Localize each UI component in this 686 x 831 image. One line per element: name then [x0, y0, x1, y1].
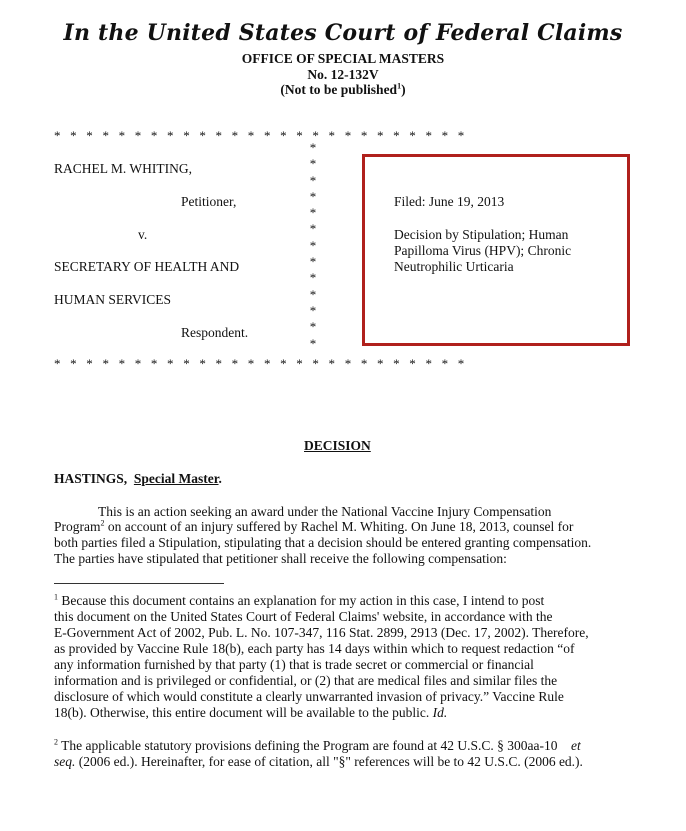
respondent-line-2: HUMAN SERVICES — [54, 292, 172, 307]
filed-date: Filed: June 19, 2013 — [394, 194, 505, 209]
footnote-1-line-8: 18(b). Otherwise, this entire document will be available to the public. Id. — [54, 705, 448, 720]
footnote-separator — [54, 583, 224, 584]
petitioner-role: Petitioner, — [181, 194, 237, 209]
paragraph-line-2: Program$^2$ on account of an injury suffered by Rachel M. Whiting. On June 18, 2013, counsel for — [54, 518, 574, 534]
respondent-line-1: SECRETARY OF HEALTH AND — [54, 259, 240, 274]
footnote-1-line-5: any information furnished by that party (1) that is trade secret or commercial or financial — [54, 657, 534, 672]
caption-stars-top: * * * * * * * * * * * * * * * * * * * * * * * * * * — [54, 128, 468, 143]
versus: v. — [138, 227, 148, 242]
footnote-1-line-4: as provided by Vaccine Rule 18(b), each party has 14 days within which to request redaction “of — [54, 641, 575, 656]
decision-summary-line-3: Neutrophilic Urticaria — [394, 259, 514, 274]
case-number: No. 12-132V — [307, 67, 379, 82]
author-line: HASTINGS, Special Master. — [54, 471, 222, 486]
footnote-1-line-7: disclosure of which would constitute a clearly unwarranted invasion of privacy.” Vaccine Rule — [54, 689, 564, 704]
paragraph-line-4: The parties have stipulated that petitioner shall receive the following compensation: — [54, 551, 507, 566]
decision-summary-line-2: Papilloma Virus (HPV); Chronic — [394, 243, 572, 258]
court-name: In the United States Court of Federal Claims — [63, 20, 623, 46]
footnote-ref-1[interactable]: 1 — [397, 81, 402, 91]
footnote-1-line-2: this document on the United States Court of Federal Claims' website, in accordance with the — [54, 609, 553, 624]
paragraph-line-1: This is an action seeking an award under the National Vaccine Injury Compensation — [98, 504, 552, 519]
footnote-ref-2[interactable]: 2 — [100, 518, 105, 528]
footnote-2-line-2: seq. (2006 ed.). Hereinafter, for ease of citation, all "§" references will be to 42 U.S.C. (2006 ed.). — [54, 754, 583, 769]
footnote-2-line-1: $^2$ The applicable statutory provisions defining the Program are found at 42 U.S.C. § 300aa-10 et — [54, 737, 581, 753]
footnote-1-line-3: E-Government Act of 2002, Pub. L. No. 107-347, 116 Stat. 2899, 2913 (Dec. 17, 2002). Therefore, — [54, 625, 589, 640]
office-title: OFFICE OF SPECIAL MASTERS — [241, 51, 445, 66]
publication-note: (Not to be published$^1$) — [280, 81, 406, 97]
caption-stars-column: * * * * * * * * * * * * * — [309, 140, 317, 351]
paragraph-line-3: both parties filed a Stipulation, stipulating that a decision should be entered granting compensation. — [54, 535, 592, 550]
petitioner-name: RACHEL M. WHITING, — [54, 161, 192, 176]
decision-heading: DECISION — [304, 438, 371, 453]
footnote-1-line-6: information and is privileged or confidential, or (2) that are medical files and similar files the — [54, 673, 558, 688]
caption-stars-bottom: * * * * * * * * * * * * * * * * * * * * * * * * * * — [54, 356, 468, 371]
respondent-role: Respondent. — [181, 325, 249, 340]
decision-summary-line-1: Decision by Stipulation; Human — [394, 227, 569, 242]
footnote-1-line-1: $^1$ Because this document contains an explanation for my action in this case, I intend to post — [54, 592, 545, 608]
